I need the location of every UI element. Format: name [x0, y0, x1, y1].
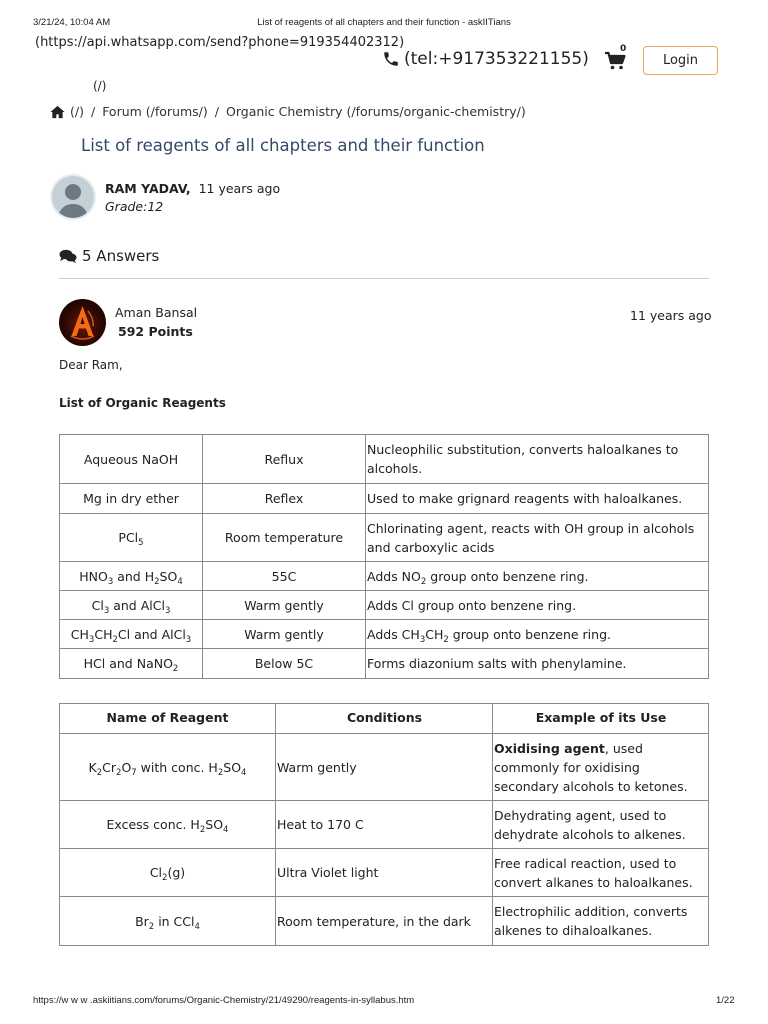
table-row: [60, 849, 709, 897]
use-cell: Chlorinating agent, reacts with OH group in alcohols and carboxylic acids: [366, 514, 709, 562]
use-cell: Adds $NO_2$ group onto benzene ring.: [366, 562, 709, 591]
reagent-cell: $Cl_2(g)$: [60, 849, 276, 897]
letter-a-flame-logo: [59, 299, 106, 346]
table-row: [60, 897, 709, 946]
reagent-cell: $CH_3CH_2Cl$ and AlCl$_3$: [60, 620, 203, 649]
breadcrumb-separator: /: [90, 104, 96, 119]
question-author[interactable]: RAM YADAV,: [105, 181, 191, 196]
reagent-cell: Aqueous NaOH: [60, 435, 203, 484]
column-header: Example of its Use: [493, 704, 709, 734]
phone-icon: [382, 50, 400, 68]
reagent-cell: $K_2Cr_2O_7$ with conc. $H_2SO_4$: [60, 734, 276, 801]
print-page-number: 1/22: [716, 995, 735, 1006]
table-row: [60, 562, 709, 591]
reagents-conditions-table: [59, 703, 709, 946]
table-row: [60, 591, 709, 620]
answer-avatar: [59, 299, 106, 346]
breadcrumb-category[interactable]: Organic Chemistry (/forums/organic-chemistry/): [226, 104, 526, 119]
print-header: [0, 17, 768, 31]
answer-author[interactable]: Aman Bansal: [115, 305, 198, 320]
answer-greeting: Dear Ram,: [59, 358, 123, 372]
question-author-line: [105, 181, 280, 196]
reagent-cell: HCl and NaNO$_2$: [60, 649, 203, 679]
divider: [59, 278, 709, 279]
condition-cell: Room temperature, in the dark: [276, 897, 493, 946]
table-row: [60, 484, 709, 514]
table-row: [60, 435, 709, 484]
phone-link[interactable]: [382, 49, 589, 69]
column-header: Conditions: [276, 704, 493, 734]
reagent-cell: Mg in dry ether: [60, 484, 203, 514]
cart-count-badge: 0: [620, 44, 627, 54]
condition-cell: Heat to 170 C: [276, 801, 493, 849]
condition-cell: Reflex: [203, 484, 366, 514]
table-row: [60, 514, 709, 562]
condition-cell: Warm gently: [203, 620, 366, 649]
cart-icon[interactable]: [604, 51, 628, 71]
condition-cell: Below 5C: [203, 649, 366, 679]
breadcrumb-home[interactable]: (/): [70, 104, 84, 119]
condition-cell: Room temperature: [203, 514, 366, 562]
reagent-cell: $Br_2$ in CCl$_4$: [60, 897, 276, 946]
reagents-list-heading: List of Organic Reagents: [59, 396, 226, 410]
root-link[interactable]: (/): [93, 79, 107, 93]
answers-count-header: [59, 247, 159, 265]
whatsapp-link[interactable]: (https://api.whatsapp.com/send?phone=919354402312): [35, 35, 405, 50]
table-row: [60, 649, 709, 679]
column-header: Name of Reagent: [60, 704, 276, 734]
condition-cell: Warm gently: [276, 734, 493, 801]
table-row: [60, 734, 709, 801]
reagent-cell: PCl$_5$: [60, 514, 203, 562]
table-row: [60, 801, 709, 849]
use-cell: Adds $CH_3CH_2$ group onto benzene ring.: [366, 620, 709, 649]
comments-icon: [59, 249, 77, 263]
use-cell: Used to make grignard reagents with haloalkanes.: [366, 484, 709, 514]
use-cell: Forms diazonium salts with phenylamine.: [366, 649, 709, 679]
use-cell: Dehydrating agent, used to dehydrate alcohols to alkenes.: [493, 801, 709, 849]
user-silhouette-icon: [52, 176, 94, 218]
use-emphasis: Oxidising agent: [494, 740, 605, 756]
question-time: 11 years ago: [198, 181, 281, 196]
login-button[interactable]: Login: [643, 46, 718, 75]
answer-time: 11 years ago: [630, 308, 712, 323]
use-cell: Oxidising agent, used commonly for oxidising secondary alcohols to ketones.: [493, 734, 709, 801]
answer-points: 592 Points: [118, 324, 193, 339]
breadcrumb-forum[interactable]: Forum (/forums/): [102, 104, 208, 119]
question-grade: Grade:12: [105, 199, 164, 214]
home-icon[interactable]: [50, 105, 65, 119]
print-datetime: 3/21/24, 10:04 AM: [33, 17, 111, 28]
reagent-cell: $Cl_3$ and AlCl$_3$: [60, 591, 203, 620]
condition-cell: Ultra Violet light: [276, 849, 493, 897]
condition-cell: Reflux: [203, 435, 366, 484]
breadcrumb-separator: /: [214, 104, 219, 119]
condition-cell: Warm gently: [203, 591, 366, 620]
phone-link-text: (tel:+917353221155): [404, 49, 589, 69]
page-title: List of reagents of all chapters and their function: [81, 136, 485, 155]
reagent-cell: Excess conc. $H_2SO_4$: [60, 801, 276, 849]
print-footer-url: https://w w w .askiitians.com/forums/Organic-Chemistry/21/49290/reagents-in-syllabus.htm: [33, 995, 415, 1006]
breadcrumb: [50, 104, 526, 119]
organic-reagents-table: [59, 434, 709, 679]
condition-cell: 55C: [203, 562, 366, 591]
print-title: List of reagents of all chapters and their function - askIITians: [257, 17, 511, 28]
table-header-row: [60, 704, 709, 734]
use-cell: Nucleophilic substitution, converts haloalkanes to alcohols.: [366, 435, 709, 484]
answers-count-label: 5 Answers: [82, 247, 160, 265]
reagent-cell: $HNO_3$ and $H_2SO_4$: [60, 562, 203, 591]
use-cell: Electrophilic addition, converts alkenes to dihaloalkanes.: [493, 897, 709, 946]
table-row: [60, 620, 709, 649]
use-cell: Adds Cl group onto benzene ring.: [366, 591, 709, 620]
use-cell: Free radical reaction, used to convert alkanes to haloalkanes.: [493, 849, 709, 897]
avatar: [52, 176, 94, 218]
